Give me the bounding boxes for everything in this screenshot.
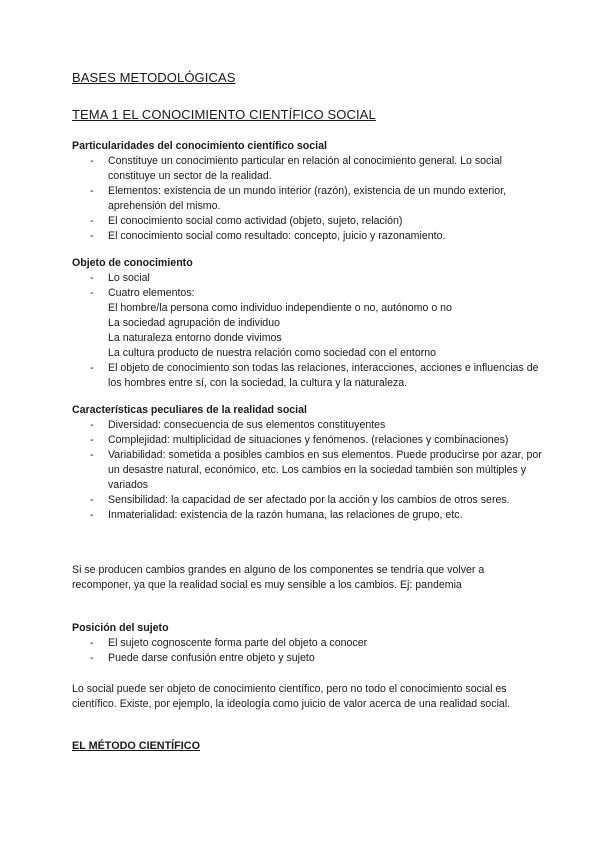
bullet-list (72, 154, 542, 244)
section-particularidades (72, 139, 542, 244)
sub-line: La sociedad agrupación de individuo (108, 317, 280, 329)
section-heading: Posición del sujeto (72, 622, 169, 634)
bullet-list (72, 636, 542, 666)
list-item: - Cuatro elementos: (72, 286, 542, 301)
list-item: - Constituye un conocimiento particular en relación al conocimiento general. Lo social constituye un sector de la realidad. (72, 154, 542, 184)
list-item: - Lo social (72, 271, 542, 286)
section-objeto (72, 256, 542, 391)
list-item: - El objeto de conocimiento son todas las relaciones, interacciones, acciones e influencias de los hombres entre sí, con la sociedad, la cultura y la naturaleza. (72, 361, 542, 391)
section-posicion (72, 621, 542, 666)
bullet-list (72, 271, 542, 301)
section-caracteristicas (72, 403, 542, 523)
section-heading: Objeto de conocimiento (72, 257, 193, 269)
list-item: - Variabilidad: sometida a posibles cambios en sus elementos. Puede producirse por azar, por un desastre natural, económico, etc. Los cambios en la sociedad también son múltiples y variados (72, 448, 542, 493)
list-item: - El conocimiento social como actividad (objeto, sujeto, relación) (72, 214, 542, 229)
bullet-list (72, 418, 542, 523)
paragraph-ideologia: Lo social puede ser objeto de conocimiento científico, pero no todo el conocimiento social es científico. Existe, por ejemplo, la ideología como juicio de valor acerca de una realidad social. (72, 683, 511, 710)
sub-line: El hombre/la persona como individuo independiente o no, autónomo o no (108, 302, 452, 314)
list-item: - Inmaterialidad: existencia de la razón humana, las relaciones de grupo, etc. (72, 508, 542, 523)
section-heading: Características peculiares de la realidad social (72, 404, 307, 416)
list-item: - Elementos: existencia de un mundo interior (razón), existencia de un mundo exterior, aprehensión del mismo. (72, 184, 542, 214)
method-title: EL MÉTODO CIENTÍFICO (72, 740, 200, 752)
sub-line: La cultura producto de nuestra relación como sociedad con el entorno (108, 347, 437, 359)
list-item: - Complejidad: multiplicidad de situaciones y fenómenos. (relaciones y combinaciones) (72, 433, 542, 448)
paragraph-cambios: Si se producen cambios grandes en alguno de los componentes se tendría que volver a recomponer, ya que la realidad social es muy sensible a los cambios. Ej: pandemia (72, 564, 485, 591)
list-item: - El conocimiento social como resultado: concepto, juicio y razonamiento. (72, 229, 542, 244)
bullet-list (72, 361, 542, 391)
list-item: - Diversidad: consecuencia de sus elementos constituyentes (72, 418, 542, 433)
section-heading: Particularidades del conocimiento científico social (72, 140, 327, 152)
document-title: BASES METODOLÓGICAS (72, 70, 236, 85)
list-item: - Sensibilidad: la capacidad de ser afectado por la acción y los cambios de otros seres. (72, 493, 542, 508)
sub-line: La naturaleza entorno donde vivimos (108, 332, 282, 344)
list-item: - El sujeto cognoscente forma parte del objeto a conocer (72, 636, 542, 651)
list-item: - Puede darse confusión entre objeto y sujeto (72, 651, 542, 666)
topic-title: TEMA 1 EL CONOCIMIENTO CIENTÍFICO SOCIAL (72, 107, 376, 122)
